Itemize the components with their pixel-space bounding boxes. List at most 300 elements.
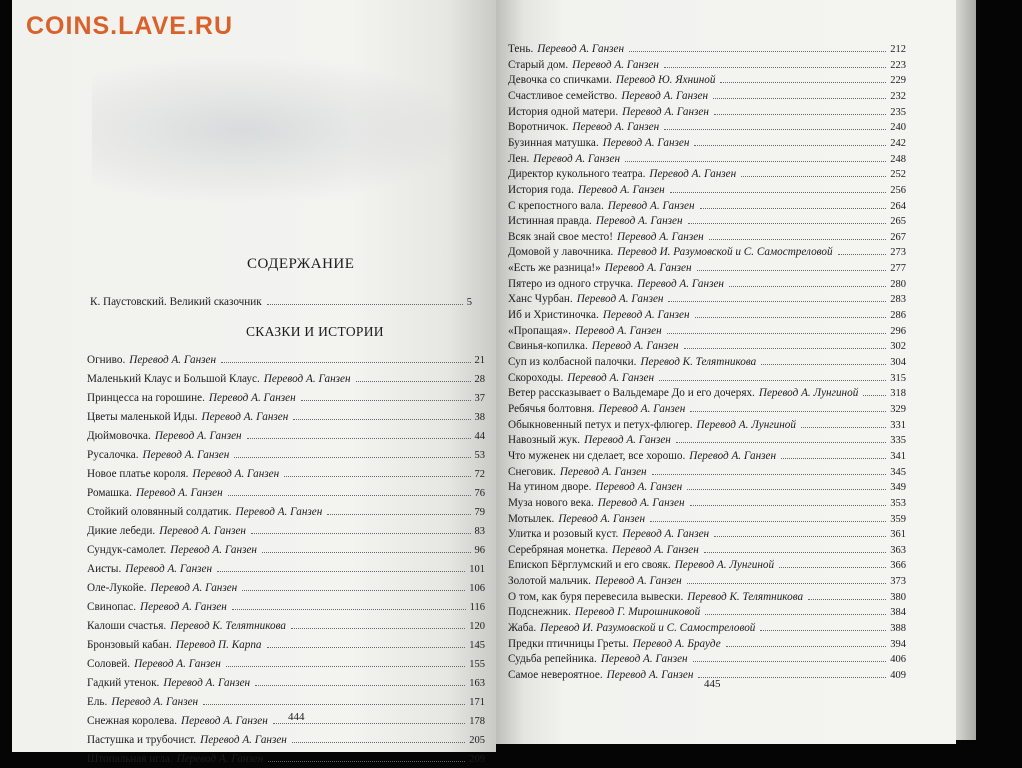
entry-page: 209 [469,754,485,765]
entry-translator: Перевод А. Ганзен [208,392,296,404]
dot-leader [664,129,886,130]
entry-title: Муза нового века. [508,496,594,509]
entry-page: 273 [890,247,906,259]
entry-translator: Перевод А. Ганзен [567,371,655,384]
dot-leader [690,505,887,506]
entry-page: 76 [474,488,485,499]
entry-page: 171 [469,697,485,708]
toc-entry [87,657,485,672]
dot-leader [625,161,886,162]
dot-leader [234,457,470,458]
dot-leader [698,677,886,678]
entry-translator: Перевод А. Ганзен [622,528,710,541]
dot-leader [262,552,471,553]
dot-leader [652,474,887,475]
entry-title: Ромашка. [87,487,132,499]
entry-translator: Перевод И. Разумовской и С. Самостреловой [540,622,756,635]
entry-title: Истинная правда. [508,215,592,228]
entry-translator: Перевод А. Ганзен [576,293,664,306]
entry-translator: Перевод А. Ганзен [154,430,242,442]
entry-title: История одной матери. [508,105,619,118]
entry-translator: Перевод А. Ганзен [637,277,724,290]
toc-entry [87,391,485,406]
entry-title: Русалочка. [87,449,139,461]
entry-translator: Перевод А. Ганзен [142,449,230,461]
toc-entry [87,733,485,748]
section-heading: СКАЗКИ И ИСТОРИИ [246,324,384,339]
toc-entry [87,676,485,691]
entry-title: Епископ Бёрглумский и его свояк. [508,559,671,572]
entry-title: Дикие лебеди. [87,525,156,537]
dot-leader [688,223,887,224]
dot-leader [781,458,886,459]
page-number-left: 444 [288,711,305,723]
entry-page: 283 [890,294,906,306]
entry-title: Тень. [508,43,534,55]
dot-leader [704,552,886,553]
dot-leader [267,304,463,305]
dot-leader [687,583,887,584]
entry-translator: Перевод А. Ганзен [689,449,777,462]
entry-title: Девочка со спичками. [508,74,612,87]
entry-page: 240 [890,122,906,134]
toc-entry [508,277,906,292]
toc-entry [508,527,906,542]
entry-page: 341 [890,450,906,462]
entry-title: Ель. [87,696,108,708]
toc-entry [508,605,906,620]
entry-translator: Перевод А. Ганзен [235,506,323,518]
entry-title: Дюймовочка. [87,430,151,442]
entry-page: 349 [890,482,906,494]
toc-entry [87,372,485,387]
entry-translator: Перевод А. Ганзен [135,487,223,499]
entry-translator: Перевод А. Ганзен [572,121,660,134]
dot-leader [720,82,886,83]
toc-entry [508,558,906,573]
toc-entry [87,562,485,577]
entry-translator: Перевод А. Ганзен [181,715,268,727]
toc-entry [508,199,906,214]
entry-title: Предки птичницы Греты. [508,637,629,650]
entry-title: Маленький Клаус и Большой Клаус. [87,373,260,385]
dot-leader [327,514,470,515]
entry-page: 5 [466,297,472,308]
entry-page: 106 [469,583,485,594]
entry-title: Скороходы. [508,371,564,384]
entry-translator: Перевод А. Лунгиной [674,559,775,572]
toc-entry [508,355,906,370]
dot-leader [697,270,887,271]
dot-leader [741,176,886,177]
toc-entry [508,590,906,605]
entry-translator: Перевод А. Лунгиной [696,418,796,431]
toc-entry [87,505,485,520]
dot-leader [863,395,886,396]
entry-title: «Есть же разница!» [508,262,601,275]
entry-page: 101 [469,564,485,575]
entry-title: Счастливое семейство. [508,89,618,102]
entry-title: На утином дворе. [508,481,592,494]
toc-entry [508,652,906,667]
entry-page: 235 [890,106,906,118]
entry-title: С крепостного вала. [508,199,604,212]
toc-entry [508,465,906,480]
entry-title: Всяк знай свое место! [508,230,613,243]
entry-translator: Перевод А. Ганзен [537,43,625,55]
right-page [496,0,956,744]
entry-translator: Перевод А. Ганзен [170,544,257,556]
toc-entry [508,183,906,198]
dot-leader [668,301,886,302]
entry-title: Что муженек ни сделает, все хорошо. [508,449,686,462]
toc-entry [508,230,906,245]
entry-translator: Перевод Г. Мирошниковой [574,606,701,619]
entry-page: 21 [474,355,485,366]
entry-title: Улитка и розовый куст. [508,528,619,541]
toc-entry [87,524,485,539]
dot-leader [226,666,465,667]
entry-translator: Перевод А. Ганзен [616,230,704,243]
entry-title: Лен. [508,152,530,165]
dot-leader [714,114,886,115]
dot-leader [726,646,887,647]
entry-translator: Перевод А. Ганзен [572,58,659,71]
entry-translator: Перевод А. Ганзен [622,105,709,118]
entry-title: Снеговик. [508,465,556,478]
entry-title: Навозный жук. [508,434,581,447]
toc-entry [508,324,906,339]
entry-title: Принцесса на горошине. [87,392,205,404]
entry-page: 318 [890,388,906,400]
entry-page: 315 [890,372,906,384]
entry-title: Стойкий оловянный солдатик. [87,506,232,518]
entry-page: 296 [890,325,906,337]
entry-page: 145 [469,640,485,651]
dot-leader [713,98,886,99]
dot-leader [761,364,886,365]
entry-page: 304 [890,357,906,368]
dot-leader [801,427,886,428]
entry-page: 72 [474,469,485,480]
entry-translator: Перевод А. Ганзен [200,734,287,746]
dot-leader [693,661,887,662]
entry-translator: Перевод А. Ганзен [150,582,238,594]
toc-entry [87,581,485,596]
entry-translator: Перевод А. Ганзен [602,309,690,322]
entry-page: 229 [890,75,906,87]
entry-translator: Перевод А. Ганзен [559,465,647,478]
entry-translator: Перевод И. Разумовской и С. Самостреловой [617,246,833,259]
entry-translator: Перевод А. Ганзен [649,168,737,181]
entry-translator: Перевод А. Ганзен [598,402,686,415]
entry-translator: Перевод А. Ганзен [597,496,685,509]
entry-title: Цветы маленькой Иды. [87,411,198,423]
dot-leader [729,286,886,287]
toc-entry [87,695,485,710]
entry-page: 256 [890,184,906,196]
entry-page: 359 [890,513,906,525]
entry-page: 178 [469,716,485,727]
entry-page: 380 [890,591,906,603]
dot-leader [356,381,471,382]
toc-entry [508,42,906,57]
toc-entry [508,543,906,558]
entry-title: Гадкий утенок. [87,677,160,689]
toc-entry [508,89,906,104]
entry-title: Пастушка и трубочист. [87,734,197,746]
entry-translator: Перевод А. Ганзен [612,543,699,556]
dot-leader [203,704,465,705]
dot-leader [242,590,465,591]
entry-translator: Перевод А. Ганзен [111,696,199,708]
watermark: COINS.LAVE.RU [26,12,233,40]
entry-page: 248 [890,153,906,165]
entry-translator: Перевод П. Карпа [175,639,262,651]
entry-page: 232 [890,90,906,102]
entry-page: 96 [474,545,485,556]
entry-translator: Перевод А. Ганзен [607,199,695,212]
entry-translator: Перевод К. Телятникова [687,590,804,603]
entry-title: Ветер рассказывает о Вальдемаре До и его дочерях. [508,387,755,400]
entry-title: Бузинная матушка. [508,136,599,149]
entry-translator: Перевод А. Ганзен [201,411,289,423]
entry-page: 116 [469,602,485,613]
toc-entry [508,105,906,120]
dot-leader [301,400,471,401]
toc-entry [508,167,906,182]
toc-entry [508,480,906,495]
toc-entry [87,619,485,634]
dot-leader [291,628,465,629]
toc-entry [508,433,906,448]
entry-translator: Перевод А. Ганзен [595,481,683,494]
toc-entry [508,386,906,401]
entry-title: Мотылек. [508,512,555,525]
left-page [12,0,496,765]
toc-entry [508,308,906,323]
toc-entry [508,574,906,589]
toc-entry [87,429,485,444]
toc-entry [508,58,906,73]
entry-translator: Перевод А. Ганзен [558,512,646,525]
dot-leader [714,536,886,537]
entry-translator: Перевод А. Ганзен [574,324,662,337]
toc-entry [508,402,906,417]
entry-page: 163 [469,678,485,689]
entry-title: Директор кукольного театра. [508,168,646,181]
entry-title: Бронзовый кабан. [87,639,172,651]
entry-page: 384 [890,607,906,619]
entry-translator: Перевод А. Лунгиной [758,387,859,400]
page-number-right: 445 [704,678,721,690]
entry-title: О том, как буря перевесила вывески. [508,590,684,603]
entry-translator: Перевод А. Ганзен [134,658,221,670]
entry-page: 242 [890,137,906,149]
entry-title: К. Паустовский. Великий сказочник [90,296,262,308]
entry-page: 335 [890,435,906,447]
dot-leader [695,317,887,318]
entry-page: 345 [890,466,906,478]
entry-translator: Перевод А. Ганзен [577,183,665,196]
entry-translator: Перевод А. Ганзен [584,434,671,447]
entry-page: 388 [890,623,906,635]
dot-leader [629,51,886,52]
entry-page: 79 [474,507,485,518]
toc-entry [508,418,906,433]
entry-page: 212 [890,44,906,55]
dot-leader [217,571,465,572]
dot-leader [251,533,471,534]
dot-leader [808,599,886,600]
entry-title: Домовой у лавочника. [508,246,614,259]
dot-leader [232,609,466,610]
dot-leader [268,761,465,762]
entry-page: 38 [474,412,485,423]
entry-title: Свинопас. [87,601,137,613]
toc-entry [508,152,906,167]
entry-translator: Перевод А. Ганзен [621,89,709,102]
entry-title: Оле-Лукойе. [87,582,147,594]
toc-entry [87,543,485,558]
entry-title: Воротничок. [508,121,569,134]
toc-entry [508,371,906,386]
dot-leader [687,489,886,490]
toc-entry [87,714,485,729]
entry-translator: Перевод К. Телятникова [170,620,287,632]
entry-translator: Перевод А. Брауде [632,637,721,650]
toc-entry [87,448,485,463]
entry-translator: Перевод А. Ганзен [594,575,682,588]
toc-entry [87,638,485,653]
dot-leader [779,567,886,568]
entry-title: Соловей. [87,658,131,670]
dot-leader [705,614,886,615]
entry-title: «Пропащая». [508,324,571,337]
entry-translator: Перевод А. Ганзен [600,653,688,666]
dot-leader [293,419,470,420]
entry-translator: Перевод А. Ганзен [604,262,692,275]
page-stack-edge [956,0,976,740]
toc-entry [508,214,906,229]
entry-title: Серебряная монетка. [508,543,608,556]
toc-entry [508,136,906,151]
toc-entry [87,486,485,501]
entry-title: Штопальная игла. [87,753,173,765]
dot-leader [709,239,887,240]
toc-entry [508,449,906,464]
toc-entry [508,73,906,88]
dot-leader [247,438,471,439]
entry-translator: Перевод А. Ганзен [159,525,246,537]
entry-title: Самое невероятное. [508,669,603,681]
toc-entry [87,752,485,767]
entry-page: 302 [890,341,906,353]
toc-entry [508,339,906,354]
entry-title: Снежная королева. [87,715,177,727]
entry-page: 329 [890,403,906,415]
toc-entry [87,600,485,615]
entry-page: 406 [890,654,906,666]
entry-translator: Перевод А. Ганзен [129,354,217,366]
entry-page: 361 [890,529,906,541]
dot-leader [228,495,471,496]
toc-entry [87,467,485,482]
entry-page: 155 [469,659,485,670]
entry-translator: Перевод Ю. Яхниной [615,74,716,87]
toc-entry [508,621,906,636]
dot-leader [221,362,470,363]
toc-entry [87,410,485,425]
dot-leader [676,442,886,443]
entry-title: Старый дом. [508,58,569,71]
dot-leader [694,145,886,146]
entry-page: 120 [469,621,485,632]
dot-leader [273,723,465,724]
toc-entry [508,292,906,307]
entry-title: Ханс Чурбан. [508,293,573,306]
toc-entry [508,512,906,527]
entry-translator: Перевод А. Ганзен [263,373,351,385]
entry-translator: Перевод А. Ганзен [602,136,690,149]
toc-entry [87,353,485,368]
entry-translator: Перевод А. Ганзен [176,753,264,765]
entry-translator: Перевод А. Ганзен [192,468,280,480]
toc-entry [508,120,906,135]
entry-title: Золотой мальчик. [508,575,591,588]
entry-translator: Перевод А. Ганзен [533,152,621,165]
entry-title: Подснежник. [508,606,571,619]
dot-leader [292,742,465,743]
dot-leader [255,685,465,686]
entry-title: Обыкновенный петух и петух-флюгер. [508,418,693,431]
dot-leader [684,348,887,349]
entry-title: Судьба репейника. [508,653,597,666]
entry-page: 252 [890,169,906,181]
entry-translator: Перевод А. Ганзен [163,677,251,689]
entry-translator: Перевод А. Ганзен [125,563,213,575]
entry-page: 264 [890,200,906,212]
entry-page: 277 [890,263,906,275]
entry-page: 366 [890,560,906,572]
entry-title: Калоши счастья. [87,620,167,632]
contents-heading: СОДЕРЖАНИЕ [247,256,355,272]
dot-leader [284,476,470,477]
entry-title: Жаба. [508,622,537,635]
dot-leader [650,521,886,522]
dot-leader [659,380,886,381]
entry-page: 286 [890,310,906,322]
entry-page: 363 [890,544,906,556]
entry-page: 28 [474,374,485,385]
dot-leader [690,411,886,412]
entry-title: Огниво. [87,354,126,366]
entry-page: 280 [890,278,906,290]
toc-entry [508,637,906,652]
entry-page: 265 [890,216,906,228]
entry-title: Сундук-самолет. [87,544,167,556]
intro-entry [90,295,472,310]
dot-leader [667,333,887,334]
entry-title: Иб и Христиночка. [508,309,599,322]
entry-title: Аисты. [87,563,122,575]
entry-page: 373 [890,576,906,588]
entry-page: 205 [469,735,485,746]
entry-translator: Перевод А. Ганзен [606,669,694,681]
entry-translator: Перевод К. Телятникова [640,356,757,368]
dot-leader [267,647,466,648]
dot-leader [670,192,887,193]
